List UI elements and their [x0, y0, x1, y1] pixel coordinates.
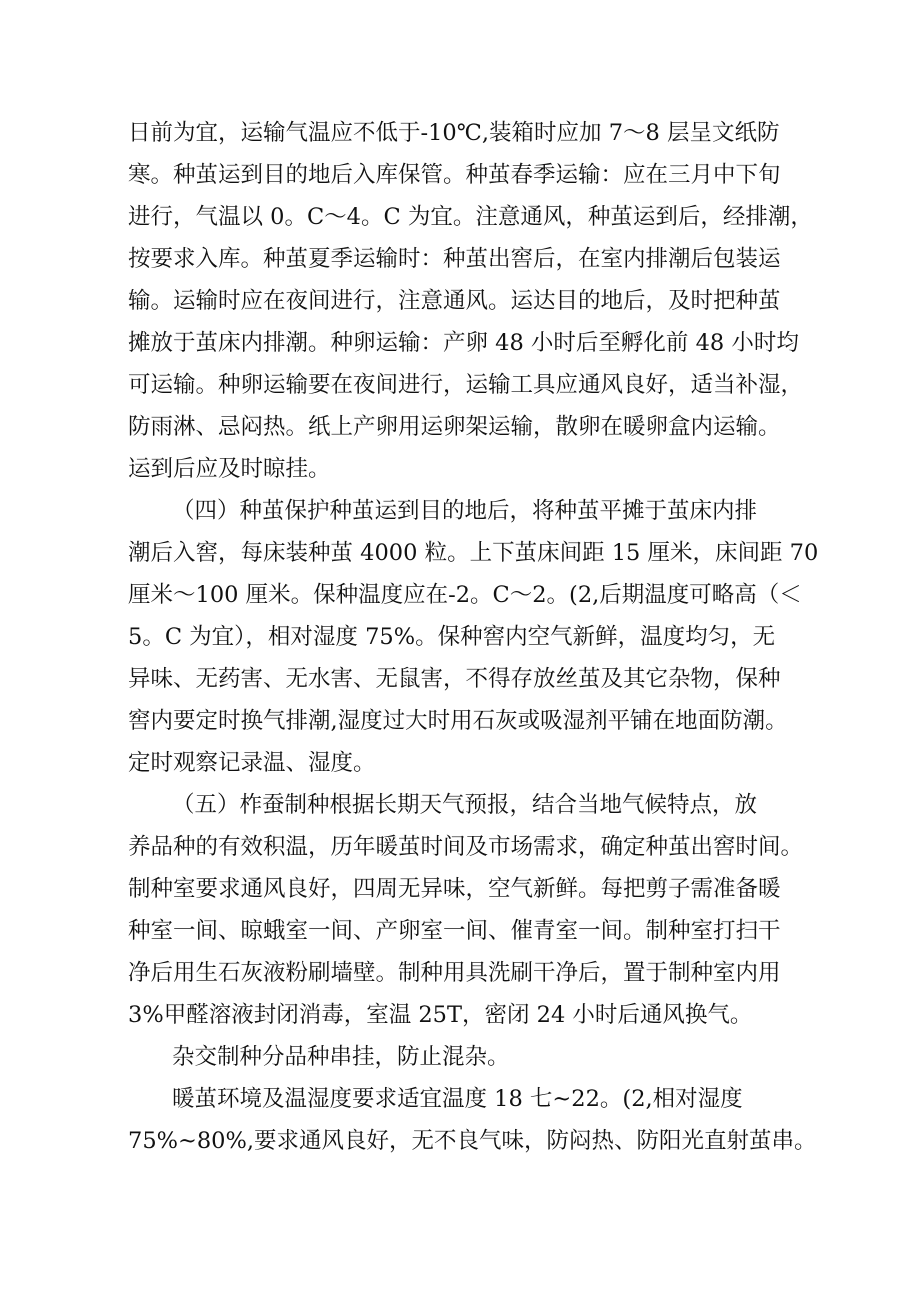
text-line: 75%~80%,要求通风良好，无不良气味，防闷热、防阳光直射茧串。 [128, 1128, 817, 1154]
text-line: 养品种的有效积温，历年暖茧时间及市场需求，确定种茧出窖时间。 [128, 834, 804, 860]
text-line: 制种室要求通风良好，四周无异味，空气新鲜。每把剪子需准备暖 [128, 876, 781, 902]
text-line: 防雨淋、忌闷热。纸上产卵用运卵架运输，散卵在暖卵盒内运输。 [128, 414, 781, 440]
text-line: 摊放于茧床内排潮。种卵运输：产卵 48 小时后至孵化前 48 小时均 [128, 330, 799, 356]
paragraph-line: 杂交制种分品种串挂，防止混杂。 [172, 1044, 510, 1070]
text-line: 种室一间、晾蛾室一间、产卵室一间、催青室一间。制种室打扫干 [128, 918, 781, 944]
text-line: 窖内要定时换气排潮,湿度过大时用石灰或吸湿剂平铺在地面防潮。 [128, 708, 788, 734]
text-line: 进行，气温以 0。C～4。C 为宜。注意通风，种茧运到后，经排潮， [128, 204, 813, 230]
paragraph-line: 暖茧环境及温湿度要求适宜温度 18 七~22。(2,相对湿度 [172, 1086, 743, 1112]
text-line: 定时观察记录温、湿度。 [128, 750, 376, 776]
text-line: 5。C 为宜），相对湿度 75%。保种窖内空气新鲜，温度均匀，无 [128, 624, 776, 650]
text-line: 3%甲醛溶液封闭消毒，室温 25T，密闭 24 小时后通风换气。 [128, 1002, 753, 1028]
text-line: 日前为宜，运输气温应不低于-10℃,装箱时应加 7～8 层呈文纸防 [128, 120, 780, 146]
text-line: 净后用生石灰液粉刷墙壁。制种用具洗刷干净后，置于制种室内用 [128, 960, 781, 986]
text-line: 厘米～100 厘米。保种温度应在-2。C～2。(2,后期温度可略高（＜ [128, 582, 802, 608]
text-line: 运到后应及时晾挂。 [128, 456, 331, 482]
text-line: 输。运输时应在夜间进行，注意通风。运达目的地后，及时把种茧 [128, 288, 781, 314]
text-line: 潮后入窖，每床装种茧 4000 粒。上下茧床间距 15 厘米，床间距 70 [128, 540, 819, 566]
text-line: 按要求入库。种茧夏季运输时：种茧出窖后，在室内排潮后包装运 [128, 246, 781, 272]
text-line: 可运输。种卵运输要在夜间进行，运输工具应通风良好，适当补湿， [128, 372, 804, 398]
paragraph-heading-line: （五）柞蚕制种根据长期天气预报，结合当地气候特点，放 [172, 792, 758, 818]
text-line: 寒。种茧运到目的地后入库保管。种茧春季运输：应在三月中下旬 [128, 162, 781, 188]
text-line: 异味、无药害、无水害、无鼠害，不得存放丝茧及其它杂物，保种 [128, 666, 781, 692]
document-body [128, 112, 828, 1162]
paragraph-heading-line: （四）种茧保护种茧运到目的地后，将种茧平摊于茧床内排 [172, 498, 758, 524]
